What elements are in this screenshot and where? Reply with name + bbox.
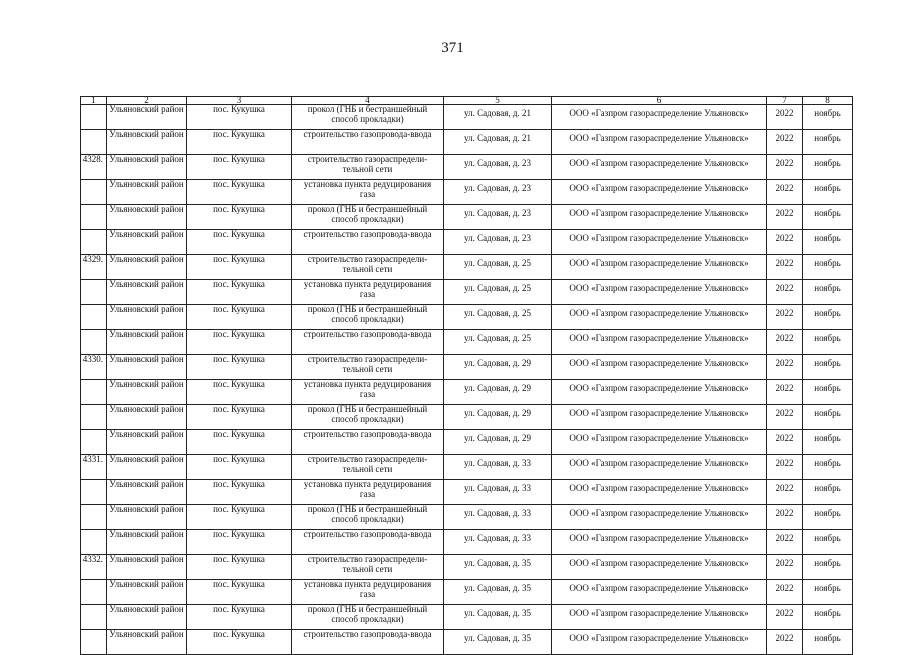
row-number xyxy=(81,430,107,455)
settlement-cell: пос. Кукушка xyxy=(187,155,292,180)
table-row xyxy=(81,380,853,405)
work-type-line: тельной сети xyxy=(342,463,393,474)
month-cell: ноябрь xyxy=(803,605,853,630)
work-type-line: прокол (ГНБ и бестраншейный xyxy=(307,104,428,114)
year-cell: 2022 xyxy=(767,630,803,655)
work-type-cell xyxy=(292,455,444,480)
year-cell: 2022 xyxy=(767,455,803,480)
year-cell: 2022 xyxy=(767,430,803,455)
row-number xyxy=(81,105,107,130)
organization-cell: ООО «Газпром газораспределение Ульяновск» xyxy=(552,480,767,505)
address-cell: ул. Садовая, д. 21 xyxy=(444,105,552,130)
work-type-line: строительство газопровода-ввода xyxy=(303,229,432,239)
district-cell: Ульяновский район xyxy=(107,530,187,555)
work-type-line: установка пункта редуцирования xyxy=(303,479,432,489)
settlement-cell: пос. Кукушка xyxy=(187,605,292,630)
address-cell: ул. Садовая, д. 25 xyxy=(444,305,552,330)
month-cell: ноябрь xyxy=(803,230,853,255)
settlement-cell: пос. Кукушка xyxy=(187,505,292,530)
work-type-cell xyxy=(292,630,444,655)
settlement-cell: пос. Кукушка xyxy=(187,530,292,555)
settlement-cell: пос. Кукушка xyxy=(187,230,292,255)
page-number: 371 xyxy=(441,40,464,56)
organization-cell: ООО «Газпром газораспределение Ульяновск» xyxy=(552,505,767,530)
work-type-cell xyxy=(292,255,444,280)
address-cell: ул. Садовая, д. 25 xyxy=(444,330,552,355)
row-number xyxy=(81,280,107,305)
year-cell: 2022 xyxy=(767,580,803,605)
district-cell: Ульяновский район xyxy=(107,380,187,405)
organization-cell: ООО «Газпром газораспределение Ульяновск» xyxy=(552,330,767,355)
settlement-cell: пос. Кукушка xyxy=(187,430,292,455)
year-cell: 2022 xyxy=(767,480,803,505)
work-type-line: строительство газопровода-ввода xyxy=(303,329,432,339)
header-cell: 4 xyxy=(292,97,444,105)
address-cell: ул. Садовая, д. 29 xyxy=(444,405,552,430)
month-cell: ноябрь xyxy=(803,455,853,480)
work-type-cell xyxy=(292,155,444,180)
district-cell: Ульяновский район xyxy=(107,305,187,330)
work-type-line: способ прокладки) xyxy=(331,613,404,624)
table-row xyxy=(81,355,853,380)
organization-cell: ООО «Газпром газораспределение Ульяновск» xyxy=(552,630,767,655)
work-type-line: способ прокладки) xyxy=(331,313,404,324)
year-cell: 2022 xyxy=(767,180,803,205)
address-cell: ул. Садовая, д. 23 xyxy=(444,155,552,180)
work-type-line: строительство газопровода-ввода xyxy=(303,429,432,439)
work-type-cell xyxy=(292,405,444,430)
settlement-cell: пос. Кукушка xyxy=(187,255,292,280)
table-row xyxy=(81,480,853,505)
table-row xyxy=(81,180,853,205)
row-number xyxy=(81,405,107,430)
table-row xyxy=(81,555,853,580)
work-type-line: строительство газопровода-ввода xyxy=(303,129,432,139)
table-row xyxy=(81,230,853,255)
month-cell: ноябрь xyxy=(803,330,853,355)
settlement-cell: пос. Кукушка xyxy=(187,330,292,355)
address-cell: ул. Садовая, д. 21 xyxy=(444,130,552,155)
organization-cell: ООО «Газпром газораспределение Ульяновск» xyxy=(552,405,767,430)
header-cell: 1 xyxy=(81,97,107,105)
month-cell: ноябрь xyxy=(803,430,853,455)
table-row xyxy=(81,530,853,555)
month-cell: ноябрь xyxy=(803,580,853,605)
address-cell: ул. Садовая, д. 23 xyxy=(444,230,552,255)
work-type-cell xyxy=(292,230,444,255)
work-type-cell xyxy=(292,180,444,205)
district-cell: Ульяновский район xyxy=(107,480,187,505)
table-row xyxy=(81,455,853,480)
address-cell: ул. Садовая, д. 35 xyxy=(444,580,552,605)
row-number xyxy=(81,230,107,255)
year-cell: 2022 xyxy=(767,405,803,430)
work-type-cell xyxy=(292,555,444,580)
district-cell: Ульяновский район xyxy=(107,605,187,630)
work-type-line: прокол (ГНБ и бестраншейный xyxy=(307,304,428,314)
work-type-cell xyxy=(292,355,444,380)
district-cell: Ульяновский район xyxy=(107,555,187,580)
organization-cell: ООО «Газпром газораспределение Ульяновск» xyxy=(552,180,767,205)
work-type-line: строительство газораспредели- xyxy=(307,354,428,364)
organization-cell: ООО «Газпром газораспределение Ульяновск» xyxy=(552,555,767,580)
organization-cell: ООО «Газпром газораспределение Ульяновск» xyxy=(552,130,767,155)
organization-cell: ООО «Газпром газораспределение Ульяновск» xyxy=(552,430,767,455)
district-cell: Ульяновский район xyxy=(107,180,187,205)
row-number xyxy=(81,630,107,655)
address-cell: ул. Садовая, д. 35 xyxy=(444,630,552,655)
district-cell: Ульяновский район xyxy=(107,105,187,130)
settlement-cell: пос. Кукушка xyxy=(187,205,292,230)
year-cell: 2022 xyxy=(767,205,803,230)
settlement-cell: пос. Кукушка xyxy=(187,355,292,380)
address-cell: ул. Садовая, д. 25 xyxy=(444,280,552,305)
work-type-line: строительство газораспредели- xyxy=(307,554,428,564)
work-type-line: установка пункта редуцирования xyxy=(303,179,432,189)
month-cell: ноябрь xyxy=(803,530,853,555)
address-cell: ул. Садовая, д. 35 xyxy=(444,555,552,580)
table-row xyxy=(81,280,853,305)
row-number xyxy=(81,380,107,405)
month-cell: ноябрь xyxy=(803,380,853,405)
table-row xyxy=(81,255,853,280)
settlement-cell: пос. Кукушка xyxy=(187,130,292,155)
address-cell: ул. Садовая, д. 33 xyxy=(444,505,552,530)
data-table xyxy=(80,96,853,655)
month-cell: ноябрь xyxy=(803,280,853,305)
address-cell: ул. Садовая, д. 33 xyxy=(444,480,552,505)
settlement-cell: пос. Кукушка xyxy=(187,380,292,405)
row-number xyxy=(81,330,107,355)
table-row xyxy=(81,505,853,530)
month-cell: ноябрь xyxy=(803,355,853,380)
work-type-line: тельной сети xyxy=(342,163,393,174)
organization-cell: ООО «Газпром газораспределение Ульяновск» xyxy=(552,155,767,180)
work-type-cell xyxy=(292,530,444,555)
month-cell: ноябрь xyxy=(803,630,853,655)
address-cell: ул. Садовая, д. 35 xyxy=(444,605,552,630)
district-cell: Ульяновский район xyxy=(107,230,187,255)
header-cell: 8 xyxy=(803,97,853,105)
district-cell: Ульяновский район xyxy=(107,630,187,655)
organization-cell: ООО «Газпром газораспределение Ульяновск» xyxy=(552,305,767,330)
year-cell: 2022 xyxy=(767,380,803,405)
work-type-cell xyxy=(292,505,444,530)
work-type-line: способ прокладки) xyxy=(331,213,404,224)
district-cell: Ульяновский район xyxy=(107,505,187,530)
table-row xyxy=(81,430,853,455)
address-cell: ул. Садовая, д. 29 xyxy=(444,355,552,380)
year-cell: 2022 xyxy=(767,255,803,280)
month-cell: ноябрь xyxy=(803,480,853,505)
header-cell: 7 xyxy=(767,97,803,105)
row-number xyxy=(81,205,107,230)
year-cell: 2022 xyxy=(767,555,803,580)
year-cell: 2022 xyxy=(767,105,803,130)
work-type-line: строительство газораспредели- xyxy=(307,454,428,464)
address-cell: ул. Садовая, д. 29 xyxy=(444,430,552,455)
district-cell: Ульяновский район xyxy=(107,205,187,230)
year-cell: 2022 xyxy=(767,355,803,380)
header-row xyxy=(81,97,853,105)
work-type-line: прокол (ГНБ и бестраншейный xyxy=(307,404,428,414)
row-number xyxy=(81,580,107,605)
work-type-line: способ прокладки) xyxy=(331,413,404,424)
month-cell: ноябрь xyxy=(803,305,853,330)
work-type-line: прокол (ГНБ и бестраншейный xyxy=(307,204,428,214)
organization-cell: ООО «Газпром газораспределение Ульяновск» xyxy=(552,530,767,555)
row-number xyxy=(81,130,107,155)
settlement-cell: пос. Кукушка xyxy=(187,480,292,505)
month-cell: ноябрь xyxy=(803,130,853,155)
work-type-line: газа xyxy=(359,388,376,399)
year-cell: 2022 xyxy=(767,280,803,305)
table-row xyxy=(81,105,853,130)
address-cell: ул. Садовая, д. 23 xyxy=(444,180,552,205)
organization-cell: ООО «Газпром газораспределение Ульяновск» xyxy=(552,605,767,630)
work-type-line: способ прокладки) xyxy=(331,113,404,124)
table-row xyxy=(81,605,853,630)
district-cell: Ульяновский район xyxy=(107,255,187,280)
district-cell: Ульяновский район xyxy=(107,155,187,180)
work-type-line: строительство газопровода-ввода xyxy=(303,529,432,539)
month-cell: ноябрь xyxy=(803,505,853,530)
organization-cell: ООО «Газпром газораспределение Ульяновск» xyxy=(552,580,767,605)
district-cell: Ульяновский район xyxy=(107,355,187,380)
organization-cell: ООО «Газпром газораспределение Ульяновск» xyxy=(552,455,767,480)
work-type-cell xyxy=(292,330,444,355)
address-cell: ул. Садовая, д. 23 xyxy=(444,205,552,230)
row-number xyxy=(81,305,107,330)
row-number xyxy=(81,180,107,205)
month-cell: ноябрь xyxy=(803,105,853,130)
work-type-cell xyxy=(292,205,444,230)
work-type-line: строительство газораспредели- xyxy=(307,154,428,164)
row-number xyxy=(81,530,107,555)
settlement-cell: пос. Кукушка xyxy=(187,630,292,655)
year-cell: 2022 xyxy=(767,305,803,330)
work-type-line: установка пункта редуцирования xyxy=(303,279,432,289)
work-type-line: строительство газопровода-ввода xyxy=(303,629,432,639)
work-type-line: способ прокладки) xyxy=(331,513,404,524)
work-type-line: газа xyxy=(359,188,376,199)
district-cell: Ульяновский район xyxy=(107,330,187,355)
work-type-cell xyxy=(292,105,444,130)
month-cell: ноябрь xyxy=(803,155,853,180)
table-row xyxy=(81,405,853,430)
year-cell: 2022 xyxy=(767,530,803,555)
year-cell: 2022 xyxy=(767,505,803,530)
organization-cell: ООО «Газпром газораспределение Ульяновск» xyxy=(552,105,767,130)
row-number xyxy=(81,505,107,530)
organization-cell: ООО «Газпром газораспределение Ульяновск» xyxy=(552,380,767,405)
table-row xyxy=(81,630,853,655)
work-type-line: газа xyxy=(359,288,376,299)
row-number xyxy=(81,605,107,630)
address-cell: ул. Садовая, д. 25 xyxy=(444,255,552,280)
work-type-line: установка пункта редуцирования xyxy=(303,579,432,589)
table-row xyxy=(81,155,853,180)
district-cell: Ульяновский район xyxy=(107,280,187,305)
table-row xyxy=(81,130,853,155)
row-number: 4332. xyxy=(81,555,107,580)
settlement-cell: пос. Кукушка xyxy=(187,580,292,605)
work-type-line: тельной сети xyxy=(342,563,393,574)
organization-cell: ООО «Газпром газораспределение Ульяновск» xyxy=(552,255,767,280)
row-number: 4328. xyxy=(81,155,107,180)
table-row xyxy=(81,205,853,230)
month-cell: ноябрь xyxy=(803,180,853,205)
address-cell: ул. Садовая, д. 33 xyxy=(444,530,552,555)
work-type-line: строительство газораспредели- xyxy=(307,254,428,264)
settlement-cell: пос. Кукушка xyxy=(187,280,292,305)
organization-cell: ООО «Газпром газораспределение Ульяновск» xyxy=(552,355,767,380)
work-type-cell xyxy=(292,605,444,630)
settlement-cell: пос. Кукушка xyxy=(187,455,292,480)
work-type-cell xyxy=(292,380,444,405)
work-type-line: тельной сети xyxy=(342,363,393,374)
district-cell: Ульяновский район xyxy=(107,580,187,605)
year-cell: 2022 xyxy=(767,155,803,180)
row-number: 4331. xyxy=(81,455,107,480)
settlement-cell: пос. Кукушка xyxy=(187,405,292,430)
work-type-line: прокол (ГНБ и бестраншейный xyxy=(307,504,428,514)
settlement-cell: пос. Кукушка xyxy=(187,305,292,330)
year-cell: 2022 xyxy=(767,605,803,630)
district-cell: Ульяновский район xyxy=(107,405,187,430)
settlement-cell: пос. Кукушка xyxy=(187,555,292,580)
row-number: 4329. xyxy=(81,255,107,280)
organization-cell: ООО «Газпром газораспределение Ульяновск» xyxy=(552,280,767,305)
row-number: 4330. xyxy=(81,355,107,380)
month-cell: ноябрь xyxy=(803,255,853,280)
address-cell: ул. Садовая, д. 29 xyxy=(444,380,552,405)
month-cell: ноябрь xyxy=(803,205,853,230)
year-cell: 2022 xyxy=(767,130,803,155)
row-number xyxy=(81,480,107,505)
header-cell: 2 xyxy=(107,97,187,105)
work-type-line: газа xyxy=(359,488,376,499)
organization-cell: ООО «Газпром газораспределение Ульяновск» xyxy=(552,230,767,255)
district-cell: Ульяновский район xyxy=(107,455,187,480)
address-cell: ул. Садовая, д. 33 xyxy=(444,455,552,480)
settlement-cell: пос. Кукушка xyxy=(187,180,292,205)
header-cell: 5 xyxy=(444,97,552,105)
work-type-cell xyxy=(292,305,444,330)
work-type-line: тельной сети xyxy=(342,263,393,274)
settlement-cell: пос. Кукушка xyxy=(187,105,292,130)
work-type-cell xyxy=(292,430,444,455)
month-cell: ноябрь xyxy=(803,405,853,430)
work-type-cell xyxy=(292,130,444,155)
work-type-line: газа xyxy=(359,588,376,599)
table-row xyxy=(81,330,853,355)
header-cell: 6 xyxy=(552,97,767,105)
table-row xyxy=(81,305,853,330)
work-type-cell xyxy=(292,580,444,605)
year-cell: 2022 xyxy=(767,230,803,255)
organization-cell: ООО «Газпром газораспределение Ульяновск» xyxy=(552,205,767,230)
work-type-line: установка пункта редуцирования xyxy=(303,379,432,389)
district-cell: Ульяновский район xyxy=(107,130,187,155)
year-cell: 2022 xyxy=(767,330,803,355)
header-cell: 3 xyxy=(187,97,292,105)
table-row xyxy=(81,580,853,605)
month-cell: ноябрь xyxy=(803,555,853,580)
work-type-cell xyxy=(292,280,444,305)
work-type-line: прокол (ГНБ и бестраншейный xyxy=(307,604,428,614)
district-cell: Ульяновский район xyxy=(107,430,187,455)
work-type-cell xyxy=(292,480,444,505)
